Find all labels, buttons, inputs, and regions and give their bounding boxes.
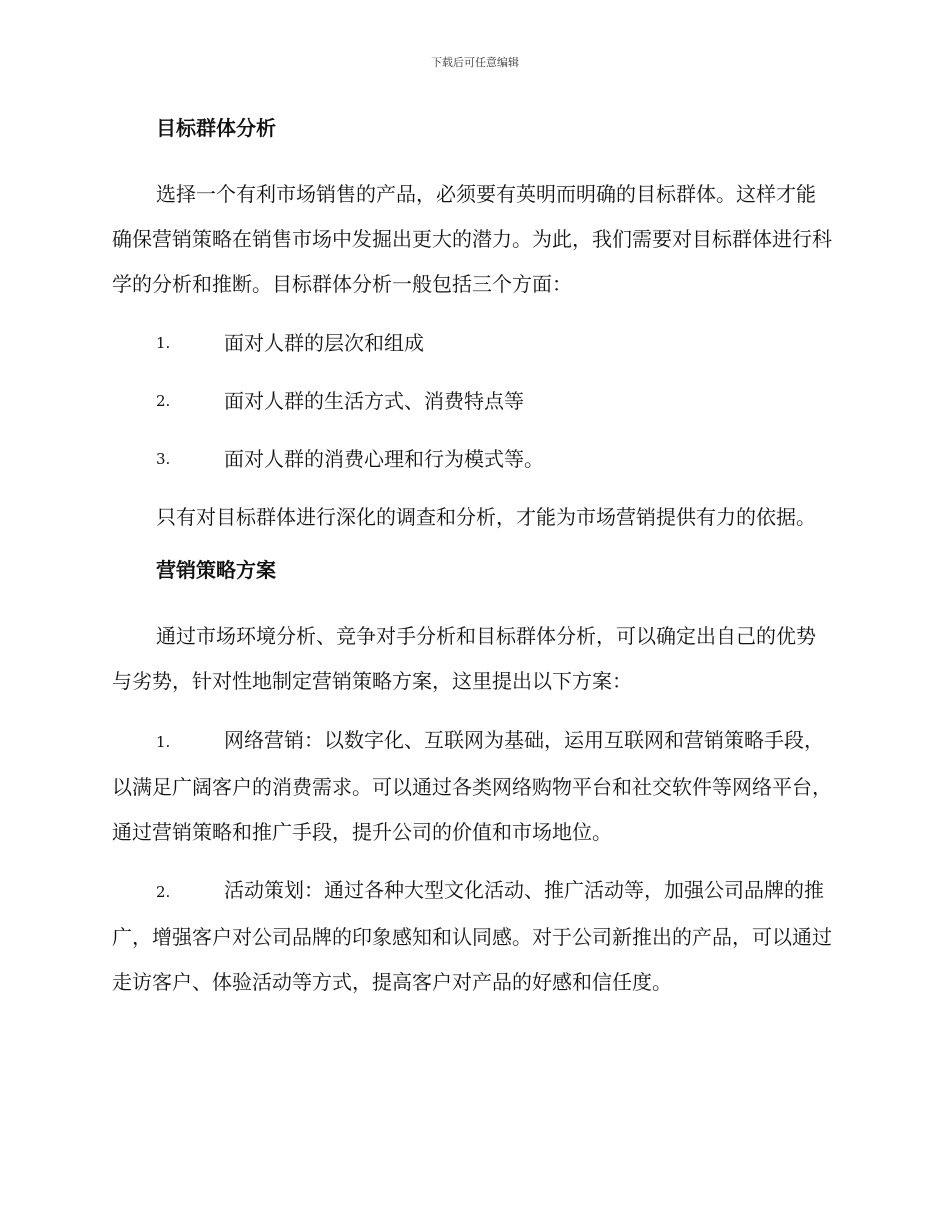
- section-intro-paragraph: 通过市场环境分析、竞争对手分析和目标群体分析，可以确定出自己的优势与劣势，针对性地制定营销策略方案，这里提出以下方案：: [112, 624, 816, 693]
- section-conclusion-paragraph: 只有对目标群体进行深化的调查和分析，才能为市场营销提供有力的依据。: [156, 505, 816, 529]
- list-item-text: 活动策划：通过各种大型文化活动、推广活动等，加强公司品牌的推广，增强客户对公司品牌的印象感知和认同感。对于公司新推出的产品，可以通过走访客户、体验活动等方式，提高客户对产品的好感和信任度。: [112, 878, 832, 994]
- list-item: [112, 321, 834, 366]
- list-item-number: 1.: [156, 334, 171, 352]
- page-header: 下载后可任意编辑: [431, 56, 519, 69]
- list-item-text: 面对人群的层次和组成: [224, 331, 424, 355]
- list-item-text: 面对人群的消费心理和行为模式等。: [224, 447, 544, 471]
- list-item-number: 2.: [156, 392, 171, 410]
- document-body: [112, 112, 834, 1018]
- list-item: [112, 437, 834, 482]
- section-heading-target-group: 目标群体分析: [156, 116, 276, 140]
- section-heading-marketing-strategy: 营销策略方案: [156, 558, 276, 582]
- list-item: [112, 379, 834, 424]
- section-intro-paragraph: 选择一个有利市场销售的产品，必须要有英明而明确的目标群体。这样才能确保营销策略在销售市场中发掘出更大的潜力。为此，我们需要对目标群体进行科学的分析和推断。目标群体分析一般包括三个方面：: [112, 182, 832, 296]
- list-item-text: 面对人群的生活方式、消费特点等: [224, 389, 524, 413]
- list-item: [112, 868, 834, 1005]
- list-item-text: 网络营销：以数字化、互联网为基础，运用互联网和营销策略手段，以满足广阔客户的消费需求。可以通过各类网络购物平台和社交软件等网络平台，通过营销策略和推广手段，提升公司的价值和市场地位。: [112, 728, 832, 844]
- list-item-number: 2.: [156, 883, 171, 901]
- list-item-number: 1.: [156, 733, 171, 751]
- list-item-number: 3.: [156, 450, 171, 468]
- list-item: [112, 718, 834, 855]
